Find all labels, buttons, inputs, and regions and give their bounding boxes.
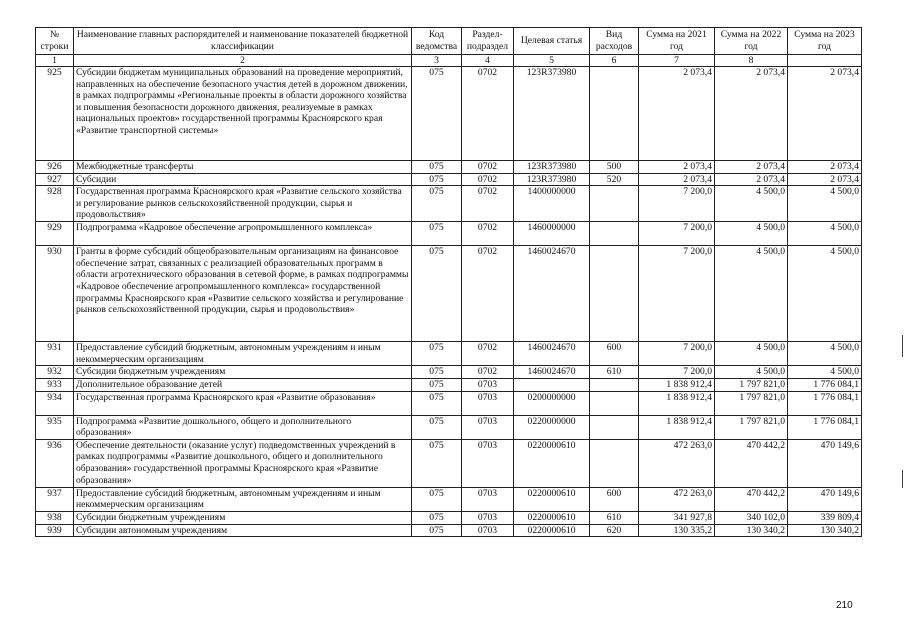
row-expense-type: 500 [590, 161, 639, 174]
row-sum-2022: 4 500,0 [715, 342, 788, 366]
row-name: Государственная программа Красноярского края «Развитие сельского хозяйства и регулирование рынков сельскохозяйственной продукции, сырья и продовольствия» [74, 186, 412, 222]
scan-edge-mark [902, 335, 903, 357]
header-row-number: № строки [36, 28, 74, 55]
row-name: Подпрограмма «Кадровое обеспечение агропромышленного комплекса» [74, 222, 412, 246]
table-row [36, 511, 862, 524]
row-sum-2021: 341 927,8 [639, 511, 715, 524]
row-number: 937 [36, 487, 74, 511]
row-sum-2021: 7 200,0 [639, 222, 715, 246]
row-expense-type [590, 67, 639, 161]
row-razdel: 0702 [462, 186, 514, 222]
row-name: Предоставление субсидий бюджетным, автономным учреждениям и иным некоммерческим организациям [74, 487, 412, 511]
header-sum-2023: Сумма на 2023 год [788, 28, 862, 55]
row-number: 931 [36, 342, 74, 366]
row-target-article [514, 378, 590, 391]
table-row [36, 222, 862, 246]
row-sum-2022: 4 500,0 [715, 222, 788, 246]
column-number: 6 [590, 55, 639, 67]
table-row [36, 439, 862, 487]
row-razdel: 0702 [462, 161, 514, 174]
row-number: 929 [36, 222, 74, 246]
row-number: 932 [36, 366, 74, 379]
row-sum-2021: 7 200,0 [639, 186, 715, 222]
row-number: 925 [36, 67, 74, 161]
row-name: Дополнительное образование детей [74, 378, 412, 391]
row-name: Гранты в форме субсидий общеобразовательным организациям на финансовое обеспечение затрат, связанных с реализацией образовательных программ в области агротехнического образования в сетевой форме, в рамках подпрограммы «Кадровое обеспечение агропромышленного комплекса» государственной программы Красноярского края «Развитие сельского хозяйства и регулирование рынков сельскохозяйственной продукции, сырья и продовольствия» [74, 246, 412, 342]
row-number: 933 [36, 378, 74, 391]
row-vedomstvo: 075 [412, 524, 462, 537]
row-number: 935 [36, 415, 74, 439]
row-sum-2023: 2 073,4 [788, 173, 862, 186]
row-expense-type: 520 [590, 173, 639, 186]
row-expense-type [590, 439, 639, 487]
row-target-article: 0220000610 [514, 439, 590, 487]
row-name: Обеспечение деятельности (оказание услуг) подведомственных учреждений в рамках подпрограммы «Развитие дошкольного, общего и дополнительного образования» государственной программы Красноярского края «Развитие образования» [74, 439, 412, 487]
table-row [36, 186, 862, 222]
row-razdel: 0703 [462, 439, 514, 487]
row-number: 926 [36, 161, 74, 174]
table-row [36, 487, 862, 511]
row-expense-type [590, 391, 639, 415]
row-expense-type [590, 222, 639, 246]
row-sum-2023: 339 809,4 [788, 511, 862, 524]
row-expense-type: 610 [590, 511, 639, 524]
table-row [36, 246, 862, 342]
row-expense-type [590, 186, 639, 222]
row-vedomstvo: 075 [412, 222, 462, 246]
row-vedomstvo: 075 [412, 511, 462, 524]
row-name: Предоставление субсидий бюджетным, автономным учреждениям и иным некоммерческим организациям [74, 342, 412, 366]
row-razdel: 0703 [462, 378, 514, 391]
row-sum-2023: 130 340,2 [788, 524, 862, 537]
row-name: Межбюджетные трансферты [74, 161, 412, 174]
scan-edge-mark [902, 470, 903, 488]
row-sum-2023: 470 149,6 [788, 439, 862, 487]
row-sum-2022: 340 102,0 [715, 511, 788, 524]
row-expense-type: 610 [590, 366, 639, 379]
column-number: 5 [514, 55, 590, 67]
column-number-row [36, 55, 862, 67]
table-row [36, 67, 862, 161]
row-vedomstvo: 075 [412, 342, 462, 366]
row-sum-2022: 2 073,4 [715, 67, 788, 161]
row-razdel: 0703 [462, 415, 514, 439]
row-number: 934 [36, 391, 74, 415]
row-target-article: 1460024670 [514, 246, 590, 342]
row-vedomstvo: 075 [412, 186, 462, 222]
row-vedomstvo: 075 [412, 378, 462, 391]
row-expense-type: 620 [590, 524, 639, 537]
row-target-article: 1460024670 [514, 366, 590, 379]
row-target-article: 0200000000 [514, 391, 590, 415]
row-target-article: 1460024670 [514, 342, 590, 366]
row-sum-2023: 1 776 084,1 [788, 378, 862, 391]
row-expense-type [590, 378, 639, 391]
header-name: Наименование главных распорядителей и наименование показателей бюджетной классификации [74, 28, 412, 55]
row-sum-2021: 1 838 912,4 [639, 391, 715, 415]
row-razdel: 0703 [462, 524, 514, 537]
row-vedomstvo: 075 [412, 439, 462, 487]
header-sum-2021: Сумма на 2021 год [639, 28, 715, 55]
table-row [36, 342, 862, 366]
column-number: 2 [74, 55, 412, 67]
row-number: 938 [36, 511, 74, 524]
row-sum-2021: 2 073,4 [639, 173, 715, 186]
row-expense-type: 600 [590, 342, 639, 366]
header-expense-type: Вид расходов [590, 28, 639, 55]
row-sum-2023: 2 073,4 [788, 161, 862, 174]
row-target-article: 123R373980 [514, 173, 590, 186]
row-name: Субсидии бюджетным учреждениям [74, 511, 412, 524]
row-expense-type [590, 415, 639, 439]
row-sum-2021: 1 838 912,4 [639, 415, 715, 439]
column-number: 7 [639, 55, 715, 67]
row-sum-2021: 1 838 912,4 [639, 378, 715, 391]
row-target-article: 0220000610 [514, 487, 590, 511]
row-razdel: 0702 [462, 173, 514, 186]
table-row [36, 366, 862, 379]
row-name: Субсидии бюджетам муниципальных образований на проведение мероприятий, направленных на обеспечение безопасного участия детей в дорожном движении, в рамках подпрограммы «Региональные проекты в области дорожного хозяйства и повышения безопасности дорожного движения, реализуемые в рамках национальных проектов» государственной программы Красноярского края «Развитие транспортной системы» [74, 67, 412, 161]
row-number: 939 [36, 524, 74, 537]
row-sum-2023: 4 500,0 [788, 222, 862, 246]
header-sum-2022: Сумма на 2022 год [715, 28, 788, 55]
row-sum-2023: 4 500,0 [788, 186, 862, 222]
row-name: Субсидии автономным учреждениям [74, 524, 412, 537]
table-row [36, 378, 862, 391]
row-name: Субсидии [74, 173, 412, 186]
column-number [788, 55, 862, 67]
table-row [36, 161, 862, 174]
row-expense-type: 600 [590, 487, 639, 511]
row-razdel: 0703 [462, 487, 514, 511]
row-sum-2021: 7 200,0 [639, 366, 715, 379]
row-razdel: 0702 [462, 342, 514, 366]
row-sum-2022: 470 442,2 [715, 439, 788, 487]
row-sum-2021: 130 335,2 [639, 524, 715, 537]
row-sum-2022: 2 073,4 [715, 173, 788, 186]
header-vedomstvo: Код ведомства [412, 28, 462, 55]
row-target-article: 1400000000 [514, 186, 590, 222]
row-sum-2022: 4 500,0 [715, 246, 788, 342]
row-sum-2023: 1 776 084,1 [788, 391, 862, 415]
row-number: 928 [36, 186, 74, 222]
row-number: 927 [36, 173, 74, 186]
row-vedomstvo: 075 [412, 246, 462, 342]
row-name: Субсидии бюджетным учреждениям [74, 366, 412, 379]
table-row [36, 173, 862, 186]
row-target-article: 0220000610 [514, 511, 590, 524]
row-number: 930 [36, 246, 74, 342]
row-sum-2022: 1 797 821,0 [715, 378, 788, 391]
row-vedomstvo: 075 [412, 366, 462, 379]
header-razdel: Раздел-подраздел [462, 28, 514, 55]
row-sum-2022: 130 340,2 [715, 524, 788, 537]
row-sum-2022: 470 442,2 [715, 487, 788, 511]
column-number: 8 [715, 55, 788, 67]
row-razdel: 0702 [462, 246, 514, 342]
row-sum-2022: 1 797 821,0 [715, 391, 788, 415]
row-sum-2022: 2 073,4 [715, 161, 788, 174]
row-sum-2021: 472 263,0 [639, 487, 715, 511]
column-number: 3 [412, 55, 462, 67]
row-target-article: 0220000000 [514, 415, 590, 439]
row-number: 936 [36, 439, 74, 487]
row-name: Государственная программа Красноярского края «Развитие образования» [74, 391, 412, 415]
row-razdel: 0703 [462, 391, 514, 415]
row-sum-2022: 1 797 821,0 [715, 415, 788, 439]
row-target-article: 0220000610 [514, 524, 590, 537]
page-number: 210 [836, 600, 853, 611]
row-sum-2021: 472 263,0 [639, 439, 715, 487]
header-target-article: Целевая статья [514, 28, 590, 55]
column-number: 1 [36, 55, 74, 67]
row-target-article: 123R373980 [514, 67, 590, 161]
row-razdel: 0702 [462, 67, 514, 161]
row-sum-2021: 2 073,4 [639, 161, 715, 174]
row-sum-2022: 4 500,0 [715, 366, 788, 379]
row-vedomstvo: 075 [412, 391, 462, 415]
row-target-article: 1460000000 [514, 222, 590, 246]
table-row [36, 524, 862, 537]
row-vedomstvo: 075 [412, 161, 462, 174]
row-sum-2023: 4 500,0 [788, 342, 862, 366]
row-sum-2021: 2 073,4 [639, 67, 715, 161]
row-sum-2023: 2 073,4 [788, 67, 862, 161]
row-sum-2021: 7 200,0 [639, 246, 715, 342]
row-razdel: 0702 [462, 366, 514, 379]
row-razdel: 0702 [462, 222, 514, 246]
row-sum-2023: 1 776 084,1 [788, 415, 862, 439]
row-vedomstvo: 075 [412, 173, 462, 186]
row-name: Подпрограмма «Развитие дошкольного, общего и дополнительного образования» [74, 415, 412, 439]
row-expense-type [590, 246, 639, 342]
row-target-article: 123R373980 [514, 161, 590, 174]
row-sum-2023: 4 500,0 [788, 366, 862, 379]
header-row [36, 28, 862, 55]
row-sum-2022: 4 500,0 [715, 186, 788, 222]
row-sum-2023: 4 500,0 [788, 246, 862, 342]
budget-table [35, 27, 862, 537]
row-vedomstvo: 075 [412, 67, 462, 161]
table-row [36, 391, 862, 415]
row-sum-2021: 7 200,0 [639, 342, 715, 366]
row-razdel: 0703 [462, 511, 514, 524]
column-number: 4 [462, 55, 514, 67]
row-sum-2023: 470 149,6 [788, 487, 862, 511]
row-vedomstvo: 075 [412, 487, 462, 511]
row-vedomstvo: 075 [412, 415, 462, 439]
table-row [36, 415, 862, 439]
